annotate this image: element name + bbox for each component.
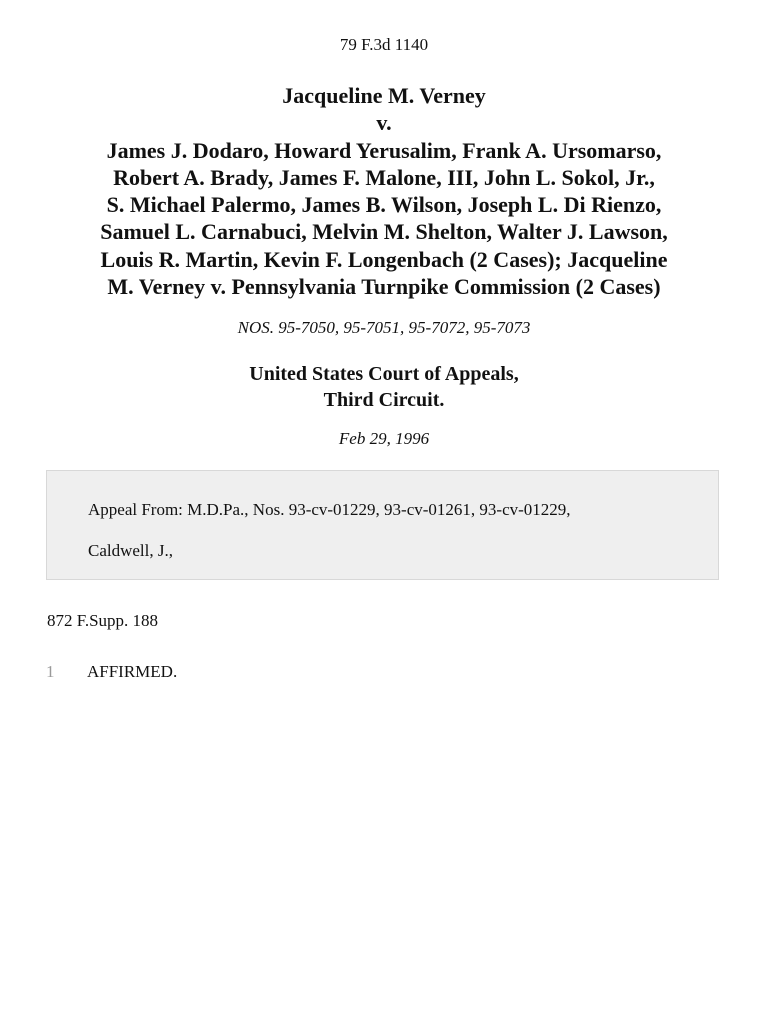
appeal-info-panel	[46, 470, 719, 580]
case-title-line: Louis R. Martin, Kevin F. Longenbach (2 Cases); Jacqueline	[100, 246, 668, 272]
paragraph-text: AFFIRMED.	[87, 662, 178, 681]
lower-court-citation: 872 F.Supp. 188	[47, 611, 159, 630]
case-title-line: Robert A. Brady, James F. Malone, III, John L. Sokol, Jr.,	[113, 164, 655, 190]
case-title-line: S. Michael Palermo, James B. Wilson, Joseph L. Di Rienzo,	[106, 192, 662, 218]
decision-date: Feb 29, 1996	[338, 429, 430, 448]
case-title	[40, 82, 728, 300]
paragraph-number: 1	[46, 662, 55, 681]
appeal-from-text: Appeal From: M.D.Pa., Nos. 93-cv-01229, 93-cv-01261, 93-cv-01229,	[88, 500, 571, 519]
case-title-line: v.	[376, 110, 392, 136]
docket-numbers: NOS. 95-7050, 95-7051, 95-7072, 95-7073	[237, 318, 531, 337]
reporter-citation: 79 F.3d 1140	[339, 35, 429, 54]
case-title-line: M. Verney v. Pennsylvania Turnpike Commission (2 Cases)	[107, 274, 661, 300]
judge-text: Caldwell, J.,	[88, 541, 173, 560]
case-title-line: Samuel L. Carnabuci, Melvin M. Shelton, Walter J. Lawson,	[100, 219, 668, 245]
court-name	[0, 361, 768, 413]
case-title-line: Jacqueline M. Verney	[282, 83, 486, 108]
court-circuit-line: Third Circuit.	[323, 389, 445, 411]
case-title-line: James J. Dodaro, Howard Yerusalim, Frank A. Ursomarso,	[106, 137, 662, 163]
court-name-line: United States Court of Appeals,	[249, 363, 519, 385]
